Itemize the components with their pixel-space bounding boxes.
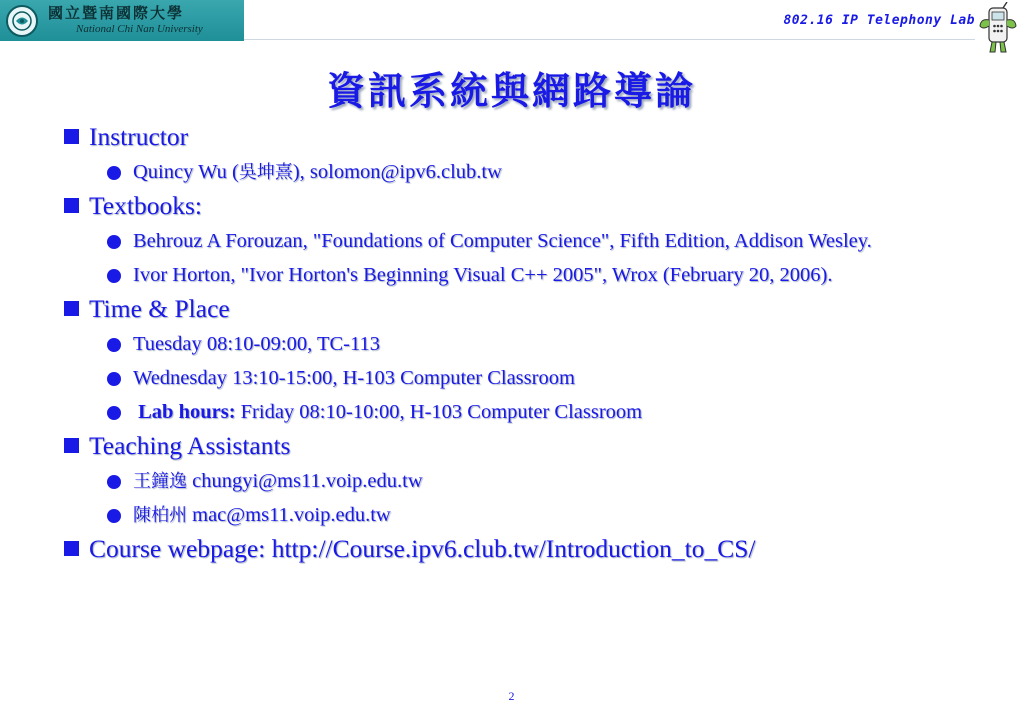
round-bullet-icon	[107, 406, 121, 420]
list-item	[107, 262, 994, 289]
course-webpage-text: Course webpage: http://Course.ipv6.club.tw/Introduction_to_CS/	[89, 534, 756, 563]
lab-hours-value: Friday 08:10-10:00, H-103 Computer Classroom	[235, 401, 643, 423]
university-logo	[0, 0, 244, 41]
slide-title: 資訊系統與網路導論	[326, 68, 696, 113]
schedule-item: Wednesday 13:10-15:00, H-103 Computer Classroom	[133, 367, 575, 389]
section-heading: Teaching Assistants	[89, 431, 291, 460]
ta-contact	[133, 502, 994, 529]
header-divider	[244, 39, 975, 40]
square-bullet-icon	[64, 438, 79, 453]
list-item	[107, 399, 994, 426]
logo-chinese-name: 國立暨南國際大學	[48, 4, 185, 22]
ta-chinese-name: 王鐘逸	[133, 471, 187, 492]
section-time-place	[64, 293, 994, 324]
section-course-webpage	[64, 533, 994, 564]
round-bullet-icon	[107, 269, 121, 283]
list-item	[107, 331, 994, 358]
round-bullet-icon	[107, 338, 121, 352]
section-teaching-assistants	[64, 430, 994, 461]
ta-email: mac@ms11.voip.edu.tw	[187, 504, 391, 526]
instructor-email: ), solomon@ipv6.club.tw	[292, 161, 502, 183]
ta-email: chungyi@ms11.voip.edu.tw	[187, 470, 423, 492]
list-item	[107, 468, 994, 495]
university-seal-icon	[6, 5, 38, 37]
textbook-item: Ivor Horton, "Ivor Horton's Beginning Visual C++ 2005", Wrox (February 20, 2006).	[133, 264, 833, 286]
square-bullet-icon	[64, 541, 79, 556]
lab-title: 802.16 IP Telephony Lab	[783, 13, 975, 28]
page-number: 2	[508, 689, 515, 703]
round-bullet-icon	[107, 509, 121, 523]
square-bullet-icon	[64, 301, 79, 316]
round-bullet-icon	[107, 372, 121, 386]
instructor-chinese-name: 吳坤熹	[238, 162, 293, 183]
square-bullet-icon	[64, 198, 79, 213]
square-bullet-icon	[64, 129, 79, 144]
round-bullet-icon	[107, 166, 121, 180]
section-heading: Textbooks:	[89, 191, 202, 220]
section-heading: Time & Place	[89, 294, 230, 323]
list-item	[107, 502, 994, 529]
textbook-item: Behrouz A Forouzan, "Foundations of Computer Science", Fifth Edition, Addison Wesley.	[133, 230, 872, 252]
ta-chinese-name: 陳柏州	[133, 505, 187, 526]
phone-mascot-icon	[977, 2, 1019, 56]
section-textbooks	[64, 190, 994, 221]
slide-content	[64, 117, 994, 564]
round-bullet-icon	[107, 475, 121, 489]
instructor-name: Quincy Wu (	[133, 161, 239, 183]
section-heading: Instructor	[89, 122, 189, 151]
list-item	[107, 159, 994, 186]
ta-contact	[133, 468, 994, 495]
list-item	[107, 365, 994, 392]
round-bullet-icon	[107, 235, 121, 249]
instructor-contact	[133, 159, 994, 186]
logo-english-name: National Chi Nan University	[76, 23, 203, 35]
lab-hours-label: Lab hours:	[138, 401, 236, 423]
section-instructor	[64, 121, 994, 152]
schedule-item: Tuesday 08:10-09:00, TC-113	[133, 333, 380, 355]
lab-hours-item	[133, 399, 994, 426]
list-item	[107, 228, 994, 255]
